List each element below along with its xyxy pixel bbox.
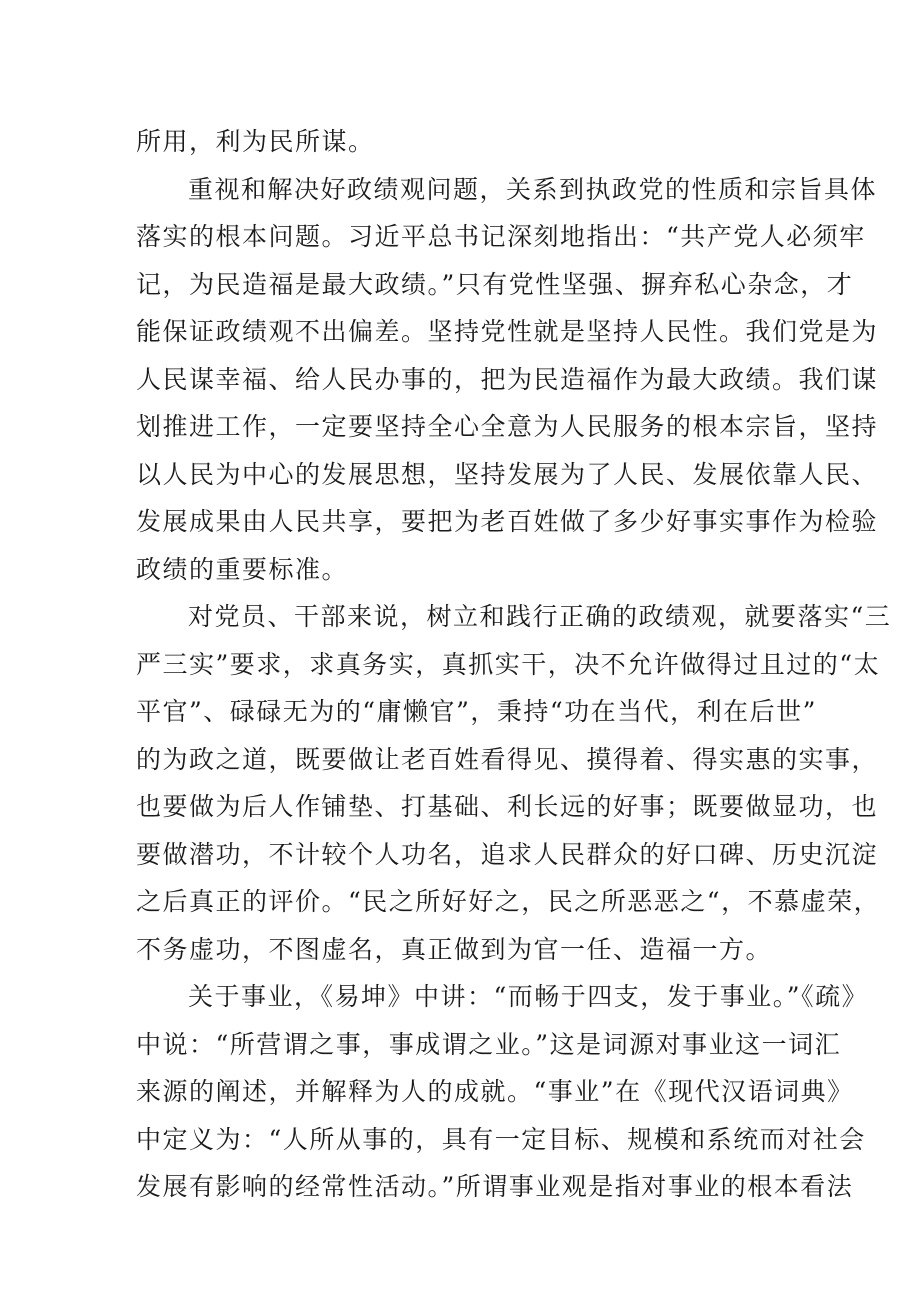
text-line: 中说：“所营谓之事，事成谓之业。”这是词源对事业这一词汇 <box>136 1029 842 1059</box>
document-body <box>136 118 892 1211</box>
text-line: 人民谋幸福、给人民办事的，把为民造福作为最大政绩。我们谋 <box>136 364 879 394</box>
text-line: 来源的阐述，并解释为人的成就。“事业”在《现代汉语词典》 <box>136 1077 854 1106</box>
text-line: 发展有影响的经常性活动。”所谓事业观是指对事业的根本看法 <box>136 1172 854 1201</box>
text-line: 严三实”要求，求真务实，真抓实干，决不允许做得过且过的“太 <box>136 649 881 679</box>
text-line: 落实的根本问题。习近平总书记深刻地指出：“共产党人必须牢 <box>136 222 866 251</box>
text-line: 之后真正的评价。“民之所好好之，民之所恶恶之“，不慕虚荣， <box>136 887 881 916</box>
text-line: 能保证政绩观不出偏差。坚持党性就是坚持人民性。我们党是为 <box>136 317 879 346</box>
text-line: 平官”、碌碌无为的“庸懒官”，秉持“功在当代，利在后世” <box>136 697 817 726</box>
text-line: 重视和解决好政绩观问题，关系到执政党的性质和宗旨具体 <box>188 174 878 204</box>
text-line: 记，为民造福是最大政绩。”只有党性坚强、摒弃私心杂念，才 <box>136 269 854 299</box>
text-line: 对党员、干部来说，树立和践行正确的政绩观，就要落实“三 <box>188 602 892 631</box>
text-line: 的为政之道，既要做让老百姓看得见、摸得着、得实惠的实事， <box>136 744 879 774</box>
text-line: 所用，利为民所谋。 <box>136 127 375 156</box>
text-line: 要做潜功，不计较个人功名，追求人民群众的好口碑、历史沉淀 <box>136 839 879 869</box>
text-line: 关于事业，《易坤》中讲：“而畅于四支，发于事业。”《疏》 <box>188 982 869 1011</box>
text-line: 以人民为中心的发展思想，坚持发展为了人民、发展依靠人民、 <box>136 459 879 489</box>
text-line: 不务虚功，不图虚名，真正做到为官一任、造福一方。 <box>136 934 773 964</box>
text-line: 也要做为后人作铺垫、打基础、利长远的好事；既要做显功，也 <box>136 792 879 821</box>
text-line: 中定义为：“人所从事的，具有一定目标、规模和系统而对社会 <box>136 1124 866 1154</box>
text-line: 发展成果由人民共享，要把为老百姓做了多少好事实事作为检验 <box>136 507 879 536</box>
text-line: 政绩的重要标准。 <box>136 554 349 584</box>
text-line: 划推进工作，一定要坚持全心全意为人民服务的根本宗旨，坚持 <box>136 412 879 441</box>
